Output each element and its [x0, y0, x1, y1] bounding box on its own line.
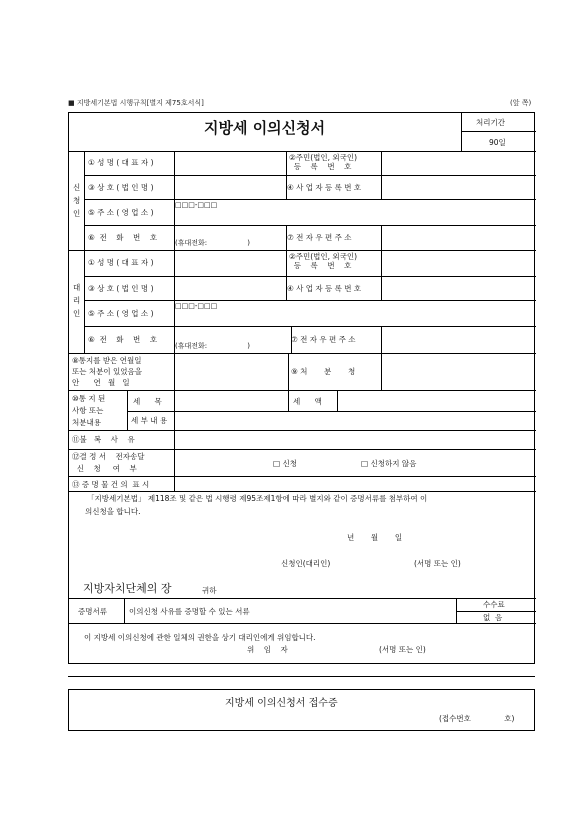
applicant-resident-label: ②주민(법인, 외국인) 등 록 번 호 — [289, 153, 358, 171]
delegator-label: 위 임 자 — [247, 645, 288, 654]
agent-address-label: ⑤ 주 소 ( 영 업 소 ) — [88, 309, 154, 318]
agent-mobile-label: (휴대전화: ) — [175, 342, 250, 350]
agency-label: ⑨ 처 분 청 — [291, 367, 356, 376]
addressee: 지방자치단체의 장 — [83, 582, 172, 595]
receipt-title: 지방세 이의신청서 접수증 — [225, 698, 338, 709]
processing-period-label: 처리기간 — [476, 118, 505, 127]
applicant-name-label: ① 성 명 ( 대 표 자 ) — [88, 158, 154, 167]
applicant-trade-label: ③ 상 호 ( 법 인 명 ) — [88, 183, 154, 192]
objection-form — [68, 112, 535, 664]
delegator-sign-hint: (서명 또는 인) — [379, 645, 426, 654]
processing-period-value: 90일 — [489, 138, 506, 147]
electronic-noapply-checkbox[interactable]: □ 신청하지 않음 — [361, 459, 417, 468]
evidence-label: ⑬ 증 명 물 건 의 표 시 — [72, 480, 150, 489]
date-line: 년 월 일 — [347, 533, 403, 542]
agent-resident-label: ②주민(법인, 외국인) 등 록 번 호 — [289, 252, 358, 270]
agent-trade-label: ③ 상 호 ( 법 인 명 ) — [88, 284, 154, 293]
agent-name-label: ① 성 명 ( 대 표 자 ) — [88, 258, 154, 267]
applicant-email-label: ⑦ 전 자 우 편 주 소 — [287, 233, 352, 242]
page-side: (앞 쪽) — [510, 99, 532, 107]
tax-detail-label: 세 부 내 용 — [131, 416, 168, 425]
signer-sign-hint: (서명 또는 인) — [414, 559, 461, 568]
proof-docs-desc: 이의신청 사유를 증명할 수 있는 서류 — [129, 607, 250, 616]
fee-label: 수수료 — [483, 600, 505, 609]
form-reference: ■ 지방세기본법 시행규칙[별지 제75호서식] — [68, 99, 204, 107]
agent-postal-box[interactable]: □□□-□□□ — [175, 302, 218, 310]
fee-value: 없 음 — [483, 613, 503, 622]
declaration-line-2: 의신청을 합니다. — [85, 507, 141, 516]
agent-phone-label: ⑥ 전 화 번 호 — [88, 335, 158, 344]
signer-label: 신청인(대리인) — [281, 559, 331, 568]
electronic-delivery-label: ⑫결 정 서 전자송달 신 청 여 부 — [72, 452, 145, 473]
applicant-phone-label: ⑥ 전 화 번 호 — [88, 233, 158, 242]
objection-reason-label: ⑪불 복 사 유 — [72, 435, 135, 444]
applicant-mobile-label: (휴대전화: ) — [175, 239, 250, 247]
form-title: 지방세 이의신청서 — [204, 119, 326, 137]
applicant-address-label: ⑤ 주 소 ( 영 업 소 ) — [88, 208, 154, 217]
applicant-bizno-label: ④ 사 업 자 등 록 번 호 — [287, 183, 362, 192]
agent-bizno-label: ④ 사 업 자 등 록 번 호 — [287, 284, 362, 293]
notice-date-label: ⑧통지를 받은 연월일 또는 처분이 있었음을 안 연 월 일 — [72, 356, 142, 387]
receipt-number: (접수번호 호) — [439, 714, 515, 723]
applicant-postal-box[interactable]: □□□-□□□ — [175, 201, 218, 209]
proof-docs-label: 증명서류 — [78, 607, 107, 616]
tax-amount-label: 세 액 — [293, 397, 322, 406]
receipt-box — [68, 689, 535, 731]
tax-item-label: 세 목 — [133, 397, 162, 406]
applicant-section-label: 신 청 인 — [73, 183, 81, 218]
addressee-suffix: 귀하 — [202, 586, 217, 595]
electronic-apply-checkbox[interactable]: □ 신청 — [273, 459, 297, 468]
agent-section-label: 대 리 인 — [73, 283, 81, 318]
cut-line — [68, 676, 535, 677]
declaration-line-1: 「지방세기본법」 제118조 및 같은 법 시행령 제95조제1항에 따라 별지와 같이 증명서류를 첨부하여 이 — [87, 494, 428, 503]
notified-items-label: ⑩통 지 된 사항 또는 처분내용 — [72, 394, 106, 427]
agent-email-label: ⑦ 전 자 우 편 주 소 — [291, 335, 356, 344]
delegation-line: 이 지방세 이의신청에 관한 일체의 권한을 상기 대리인에게 위임합니다. — [84, 633, 316, 642]
